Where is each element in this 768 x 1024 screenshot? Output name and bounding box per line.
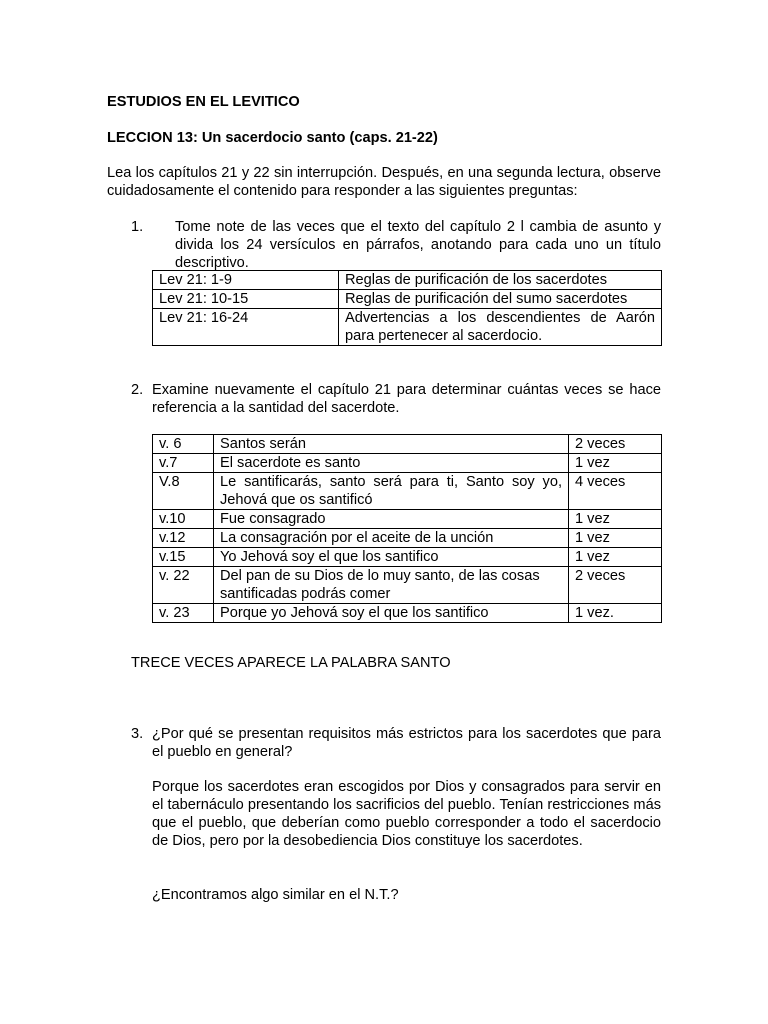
q2-number: 2. <box>131 382 144 398</box>
table-row <box>153 271 662 290</box>
q2-count-cell: 1 vez <box>569 510 662 529</box>
q2-count-cell: 2 veces <box>569 567 662 604</box>
table-row <box>153 473 662 510</box>
q1-title-cell: Reglas de purificación del sumo sacerdotes <box>339 290 662 309</box>
q2-verse-cell: V.8 <box>153 473 214 510</box>
q2-text-cell: Fue consagrado <box>214 510 569 529</box>
q2-text-cell: Del pan de su Dios de lo muy santo, de las cosas santificadas podrás comer <box>214 567 569 604</box>
q2-verse-cell: v.12 <box>153 529 214 548</box>
q2-text-cell: El sacerdote es santo <box>214 454 569 473</box>
lesson-title: LECCION 13: Un sacerdocio santo (caps. 21-22) <box>107 130 438 146</box>
q2-verse-cell: v.10 <box>153 510 214 529</box>
table-row <box>153 309 662 346</box>
q1-title-cell: Advertencias a los descendientes de Aarón para pertenecer al sacerdocio. <box>339 309 662 346</box>
q1-ref-cell: Lev 21: 10-15 <box>153 290 339 309</box>
q2-count-cell: 2 veces <box>569 435 662 454</box>
q3-number: 3. <box>131 726 144 742</box>
q1-number: 1. <box>131 219 144 235</box>
q2-verse-cell: v.15 <box>153 548 214 567</box>
q2-verse-cell: v.7 <box>153 454 214 473</box>
q3-answer: Porque los sacerdotes eran escogidos por Dios y consagrados para servir en el tabernáculo presentando los sacrificios del pueblo. Tenían restricciones más que el pueblo, que deberían como pueblo corresponder a todo el sacerdocio de Dios, pero por la desobediencia Dios constituye los sacerdotes. <box>152 779 661 849</box>
q2-verse-cell: v. 22 <box>153 567 214 604</box>
q2-count-cell: 1 vez. <box>569 604 662 623</box>
table-row <box>153 510 662 529</box>
q2-table <box>152 434 662 623</box>
q1-text: Tome note de las veces que el texto del capítulo 2 l cambia de asunto y divida los 24 versículos en párrafos, anotando para cada uno un título descriptivo. <box>175 219 661 271</box>
table-row <box>153 290 662 309</box>
q2-count-cell: 1 vez <box>569 548 662 567</box>
q2-count-cell: 4 veces <box>569 473 662 510</box>
q2-text: Examine nuevamente el capítulo 21 para determinar cuántas veces se hace referencia a la santidad del sacerdote. <box>152 382 661 416</box>
q2-summary: TRECE VECES APARECE LA PALABRA SANTO <box>131 655 451 671</box>
table-row <box>153 548 662 567</box>
q3-followup: ¿Encontramos algo similar en el N.T.? <box>152 887 399 903</box>
table-row <box>153 435 662 454</box>
q2-text-cell: Yo Jehová soy el que los santifico <box>214 548 569 567</box>
table-row <box>153 454 662 473</box>
q2-count-cell: 1 vez <box>569 529 662 548</box>
table-row <box>153 529 662 548</box>
q2-text-cell: Le santificarás, santo será para ti, Santo soy yo, Jehová que os santificó <box>214 473 569 510</box>
q2-verse-cell: v. 6 <box>153 435 214 454</box>
table-row <box>153 604 662 623</box>
q2-text-cell: Porque yo Jehová soy el que los santifico <box>214 604 569 623</box>
q2-text-cell: La consagración por el aceite de la unción <box>214 529 569 548</box>
intro-paragraph: Lea los capítulos 21 y 22 sin interrupción. Después, en una segunda lectura, observe cuidadosamente el contenido para responder a las siguientes preguntas: <box>107 165 661 199</box>
q1-ref-cell: Lev 21: 1-9 <box>153 271 339 290</box>
document-heading: ESTUDIOS EN EL LEVITICO <box>107 94 300 110</box>
q3-text: ¿Por qué se presentan requisitos más estrictos para los sacerdotes que para el pueblo en general? <box>152 726 661 760</box>
q2-verse-cell: v. 23 <box>153 604 214 623</box>
table-row <box>153 567 662 604</box>
q1-ref-cell: Lev 21: 16-24 <box>153 309 339 346</box>
q2-text-cell: Santos serán <box>214 435 569 454</box>
q2-count-cell: 1 vez <box>569 454 662 473</box>
q1-table <box>152 270 662 346</box>
q1-title-cell: Reglas de purificación de los sacerdotes <box>339 271 662 290</box>
